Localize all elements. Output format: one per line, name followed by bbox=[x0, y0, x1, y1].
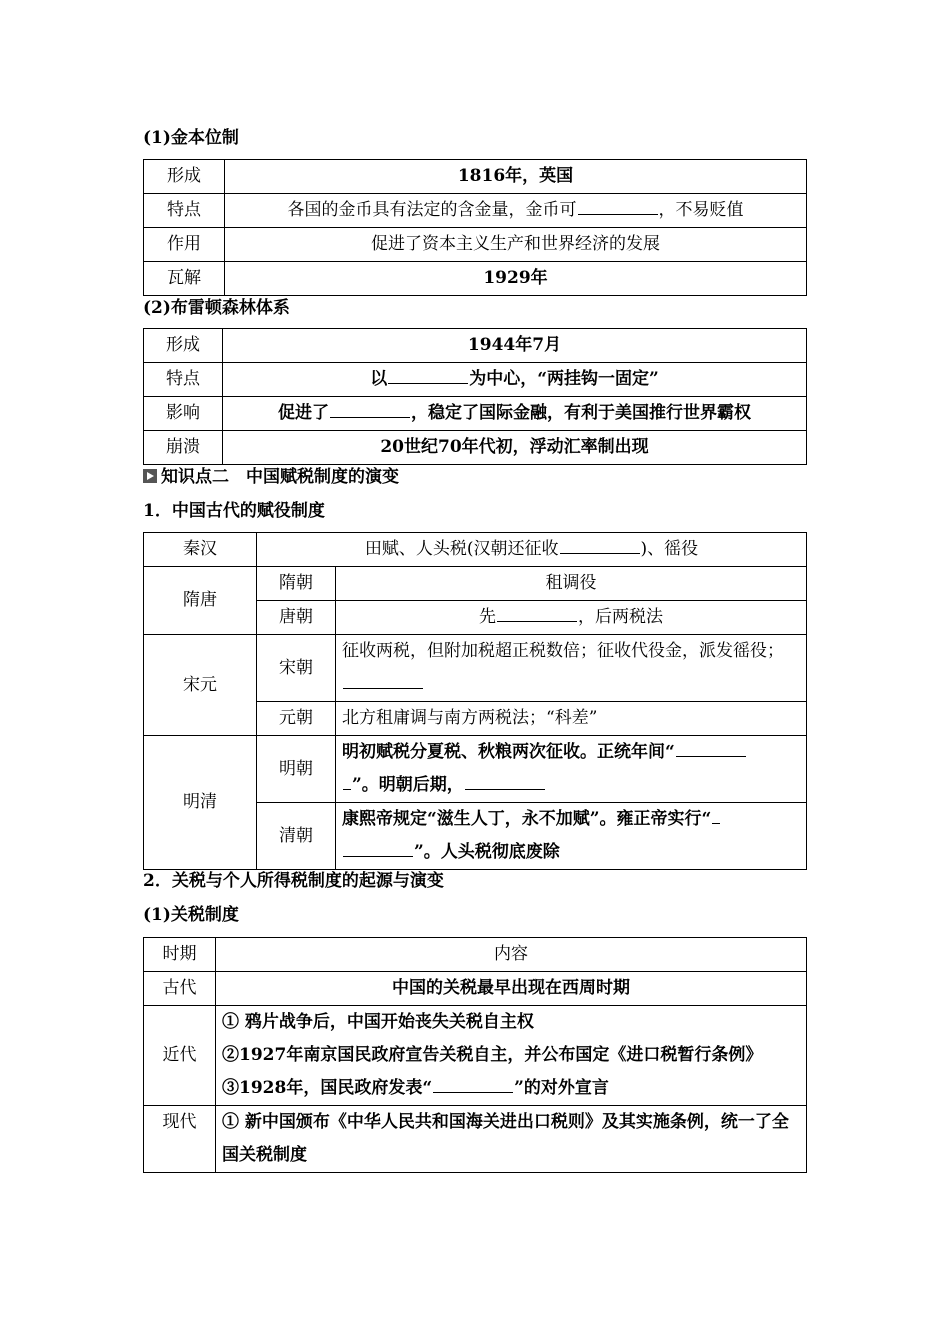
text-part: 各国的金币具有法定的含金量，金币可 bbox=[287, 200, 577, 220]
dynasty-cell: 元朝 bbox=[257, 702, 336, 736]
table-row bbox=[144, 736, 807, 803]
text-part: ”。明朝后期， bbox=[352, 775, 464, 795]
content-cell bbox=[336, 635, 807, 702]
content-cell: ① 新中国颁布《中华人民共和国海关进出口税则》及其实施条例，统一了全国关税制度 bbox=[216, 1106, 807, 1173]
table-row bbox=[144, 1106, 807, 1173]
table-row bbox=[144, 228, 807, 262]
customs-income-heading: 2．关税与个人所得税制度的起源与演变 bbox=[143, 871, 444, 891]
content-cell bbox=[336, 736, 807, 803]
row-key: 作用 bbox=[144, 228, 225, 262]
era-cell: 现代 bbox=[144, 1106, 216, 1173]
fill-blank[interactable] bbox=[497, 620, 577, 622]
row-value bbox=[223, 363, 807, 397]
content-cell bbox=[336, 803, 807, 870]
table-row bbox=[144, 329, 807, 363]
row-key: 形成 bbox=[144, 329, 223, 363]
dynasty-cell: 清朝 bbox=[257, 803, 336, 870]
content-cell: 中国的关税最早出现在西周时期 bbox=[216, 972, 807, 1006]
era-cell: 宋元 bbox=[144, 635, 257, 736]
text-part: 促进了 bbox=[278, 403, 329, 423]
text-part: 田赋、人头税(汉朝还征收 bbox=[364, 539, 559, 559]
customs-subheading: (1)关税制度 bbox=[143, 905, 239, 925]
table-row bbox=[144, 160, 807, 194]
table-row bbox=[144, 533, 807, 567]
fill-blank[interactable] bbox=[712, 822, 720, 824]
fill-blank[interactable] bbox=[343, 687, 423, 689]
gold-standard-heading: (1)金本位制 bbox=[143, 128, 239, 148]
fill-blank[interactable] bbox=[330, 416, 410, 418]
fill-blank[interactable] bbox=[343, 788, 351, 790]
row-key: 特点 bbox=[144, 363, 223, 397]
table-row bbox=[144, 194, 807, 228]
text-part: ③1928年，国民政府发表“ bbox=[222, 1078, 433, 1098]
customs-table bbox=[143, 937, 807, 1173]
table-row bbox=[144, 567, 807, 601]
section-title bbox=[143, 465, 399, 489]
table-row bbox=[144, 397, 807, 431]
text-part: 以 bbox=[370, 369, 388, 389]
table-row bbox=[144, 938, 807, 972]
dynasty-cell: 隋朝 bbox=[257, 567, 336, 601]
era-cell: 明清 bbox=[144, 736, 257, 870]
fill-blank[interactable] bbox=[560, 552, 640, 554]
ancient-tax-heading: 1．中国古代的赋役制度 bbox=[143, 501, 325, 521]
row-value: 促进了资本主义生产和世界经济的发展 bbox=[225, 228, 807, 262]
gold-standard-table bbox=[143, 159, 807, 296]
text-part: 明初赋税分夏税、秋粮两次征收。正统年间“ bbox=[342, 742, 675, 762]
text-part: ”。人头税彻底废除 bbox=[414, 842, 560, 862]
text-part: ，后两税法 bbox=[578, 607, 663, 627]
table-row bbox=[144, 363, 807, 397]
content-cell bbox=[336, 601, 807, 635]
content-cell: 租调役 bbox=[336, 567, 807, 601]
text-part: ”的对外宣言 bbox=[514, 1078, 609, 1098]
text-part: ，稳定了国际金融，有利于美国推行世界霸权 bbox=[411, 403, 751, 423]
table-row bbox=[144, 635, 807, 702]
dynasty-cell: 宋朝 bbox=[257, 635, 336, 702]
fill-blank[interactable] bbox=[433, 1091, 513, 1093]
ancient-tax-table bbox=[143, 532, 807, 870]
bretton-woods-heading: (2)布雷顿森林体系 bbox=[143, 298, 290, 318]
fill-blank[interactable] bbox=[465, 788, 545, 790]
row-key: 影响 bbox=[144, 397, 223, 431]
row-value: 1944年7月 bbox=[223, 329, 807, 363]
text-part: 为中心，“两挂钩一固定” bbox=[469, 369, 659, 389]
content-line bbox=[222, 1072, 800, 1105]
header-cell: 内容 bbox=[216, 938, 807, 972]
fill-blank[interactable] bbox=[676, 755, 746, 757]
fill-blank[interactable] bbox=[388, 382, 468, 384]
row-value bbox=[223, 397, 807, 431]
section-title-text: 知识点二 中国赋税制度的演变 bbox=[161, 467, 399, 487]
play-marker-icon bbox=[143, 469, 157, 483]
dynasty-cell: 唐朝 bbox=[257, 601, 336, 635]
row-key: 崩溃 bbox=[144, 431, 223, 465]
text-part: )、徭役 bbox=[640, 539, 699, 559]
row-value: 20世纪70年代初，浮动汇率制出现 bbox=[223, 431, 807, 465]
fill-blank[interactable] bbox=[343, 855, 413, 857]
bretton-woods-table bbox=[143, 328, 807, 465]
row-value: 1816年，英国 bbox=[225, 160, 807, 194]
content-cell bbox=[216, 1006, 807, 1106]
text-part: 康熙帝规定“滋生人丁，永不加赋”。雍正帝实行“ bbox=[342, 809, 712, 829]
row-key: 瓦解 bbox=[144, 262, 225, 296]
text-part: 征收两税，但附加税超正税数倍；征收代役金，派发徭役； bbox=[342, 641, 784, 661]
row-key: 特点 bbox=[144, 194, 225, 228]
text-part: 先 bbox=[479, 607, 496, 627]
row-key: 形成 bbox=[144, 160, 225, 194]
era-cell: 近代 bbox=[144, 1006, 216, 1106]
row-value bbox=[225, 194, 807, 228]
fill-blank[interactable] bbox=[578, 213, 658, 215]
era-cell: 秦汉 bbox=[144, 533, 257, 567]
row-value: 1929年 bbox=[225, 262, 807, 296]
content-line: ②1927年南京国民政府宣告关税自主，并公布国定《进口税暂行条例》 bbox=[222, 1045, 763, 1065]
table-row bbox=[144, 972, 807, 1006]
era-cell: 古代 bbox=[144, 972, 216, 1006]
header-cell: 时期 bbox=[144, 938, 216, 972]
table-row bbox=[144, 1006, 807, 1106]
dynasty-cell: 明朝 bbox=[257, 736, 336, 803]
table-row bbox=[144, 431, 807, 465]
text-part: ，不易贬值 bbox=[658, 200, 744, 220]
era-cell: 隋唐 bbox=[144, 567, 257, 635]
content-cell: 北方租庸调与南方两税法；“科差” bbox=[336, 702, 807, 736]
content-line: ① 鸦片战争后，中国开始丧失关税自主权 bbox=[222, 1012, 534, 1032]
table-row bbox=[144, 262, 807, 296]
content-cell bbox=[257, 533, 807, 567]
